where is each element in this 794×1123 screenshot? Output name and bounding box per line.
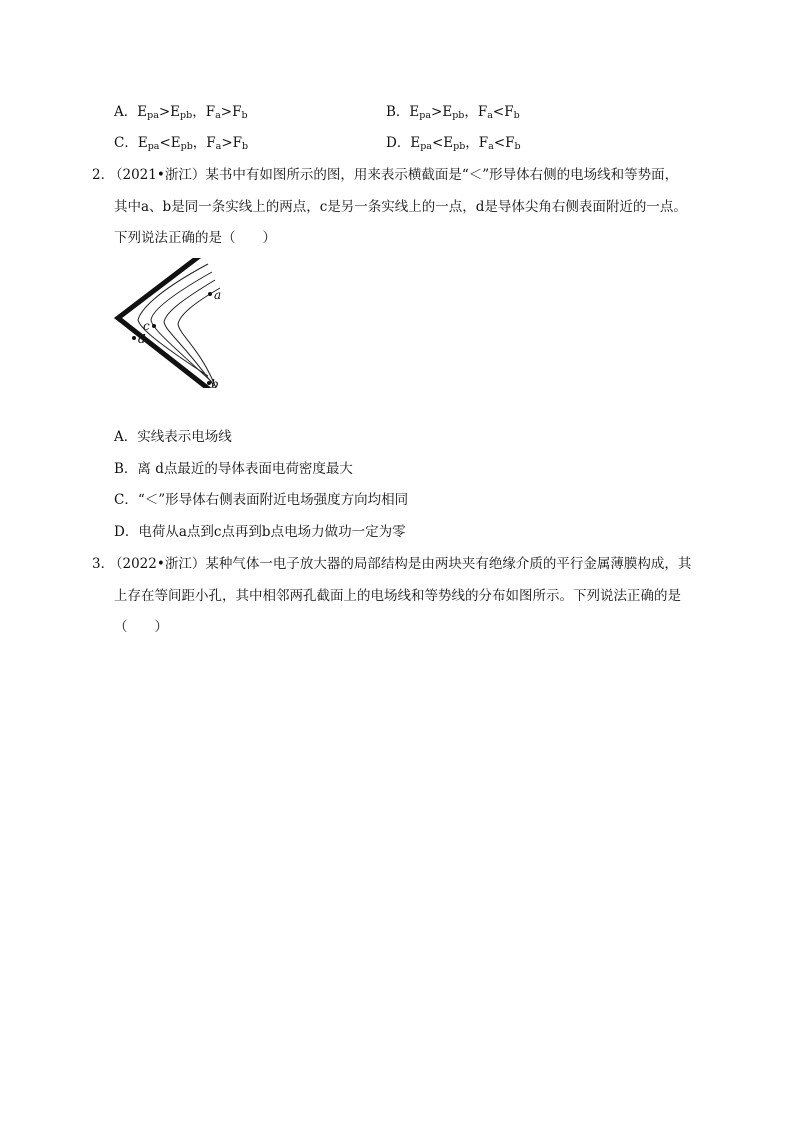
label-d: d [138, 332, 146, 346]
q2-option-c[interactable]: C．“＜”形导体右侧表面附近电场强度方向均相同 [114, 492, 409, 508]
option-letter: C． [114, 135, 138, 151]
q2-stem-line-2: 其中a、b是同一条实线上的两点，c是另一条实线上的一点，d是导体尖角右侧表面附近的一点。 [114, 199, 687, 215]
q1-option-a[interactable]: A．$E_{pa}>E_{pb}$，$F_a>F_b$ [114, 104, 248, 121]
option-letter: B． [386, 104, 410, 120]
option-letter: D． [386, 135, 411, 151]
q2-stem-line-1: （2021•浙江）某书中有如图所示的图，用来表示横截面是“＜”形导体右侧的电场线和等势面， [109, 167, 679, 183]
q2-option-d[interactable]: D．电荷从a点到c点再到b点电场力做功一定为零 [114, 524, 406, 540]
q2-option-b[interactable]: B．离 d点最近的导体表面电荷密度最大 [114, 461, 353, 477]
label-c: c [143, 319, 150, 333]
q3-stem-line-2: 上存在等间距小孔，其中相邻两孔截面上的电场线和等势线的分布如图所示。下列说法正确的是 [114, 588, 681, 604]
conductor-field-figure [112, 258, 242, 388]
field-diagram [112, 258, 242, 388]
label-b: b [211, 377, 219, 388]
q1-option-c[interactable]: C．$E_{pa}<E_{pb}$，$F_a>F_b$ [114, 135, 249, 152]
q3-number: 3． [92, 556, 115, 572]
q3-stem-line-1: （2022•浙江）某种气体一电子放大器的局部结构是由两块夹有绝缘介质的平行金属薄膜构成，其 [109, 556, 692, 572]
point-c-dot [152, 324, 156, 328]
point-a-dot [208, 292, 212, 296]
q2-number: 2． [92, 167, 115, 183]
q1-option-b[interactable]: B．$E_{pa}>E_{pb}$，$F_a<F_b$ [386, 104, 520, 121]
label-a: a [214, 288, 222, 302]
q1-option-d[interactable]: D．$E_{pa}<E_{pb}$，$F_a<F_b$ [386, 135, 521, 152]
option-letter: A． [114, 104, 138, 120]
q2-option-a[interactable]: A．实线表示电场线 [114, 429, 232, 445]
point-d-dot [132, 336, 136, 340]
q3-stem-line-3: （ ） [114, 619, 168, 635]
q2-stem-line-3: 下列说法正确的是（ ） [114, 230, 276, 246]
